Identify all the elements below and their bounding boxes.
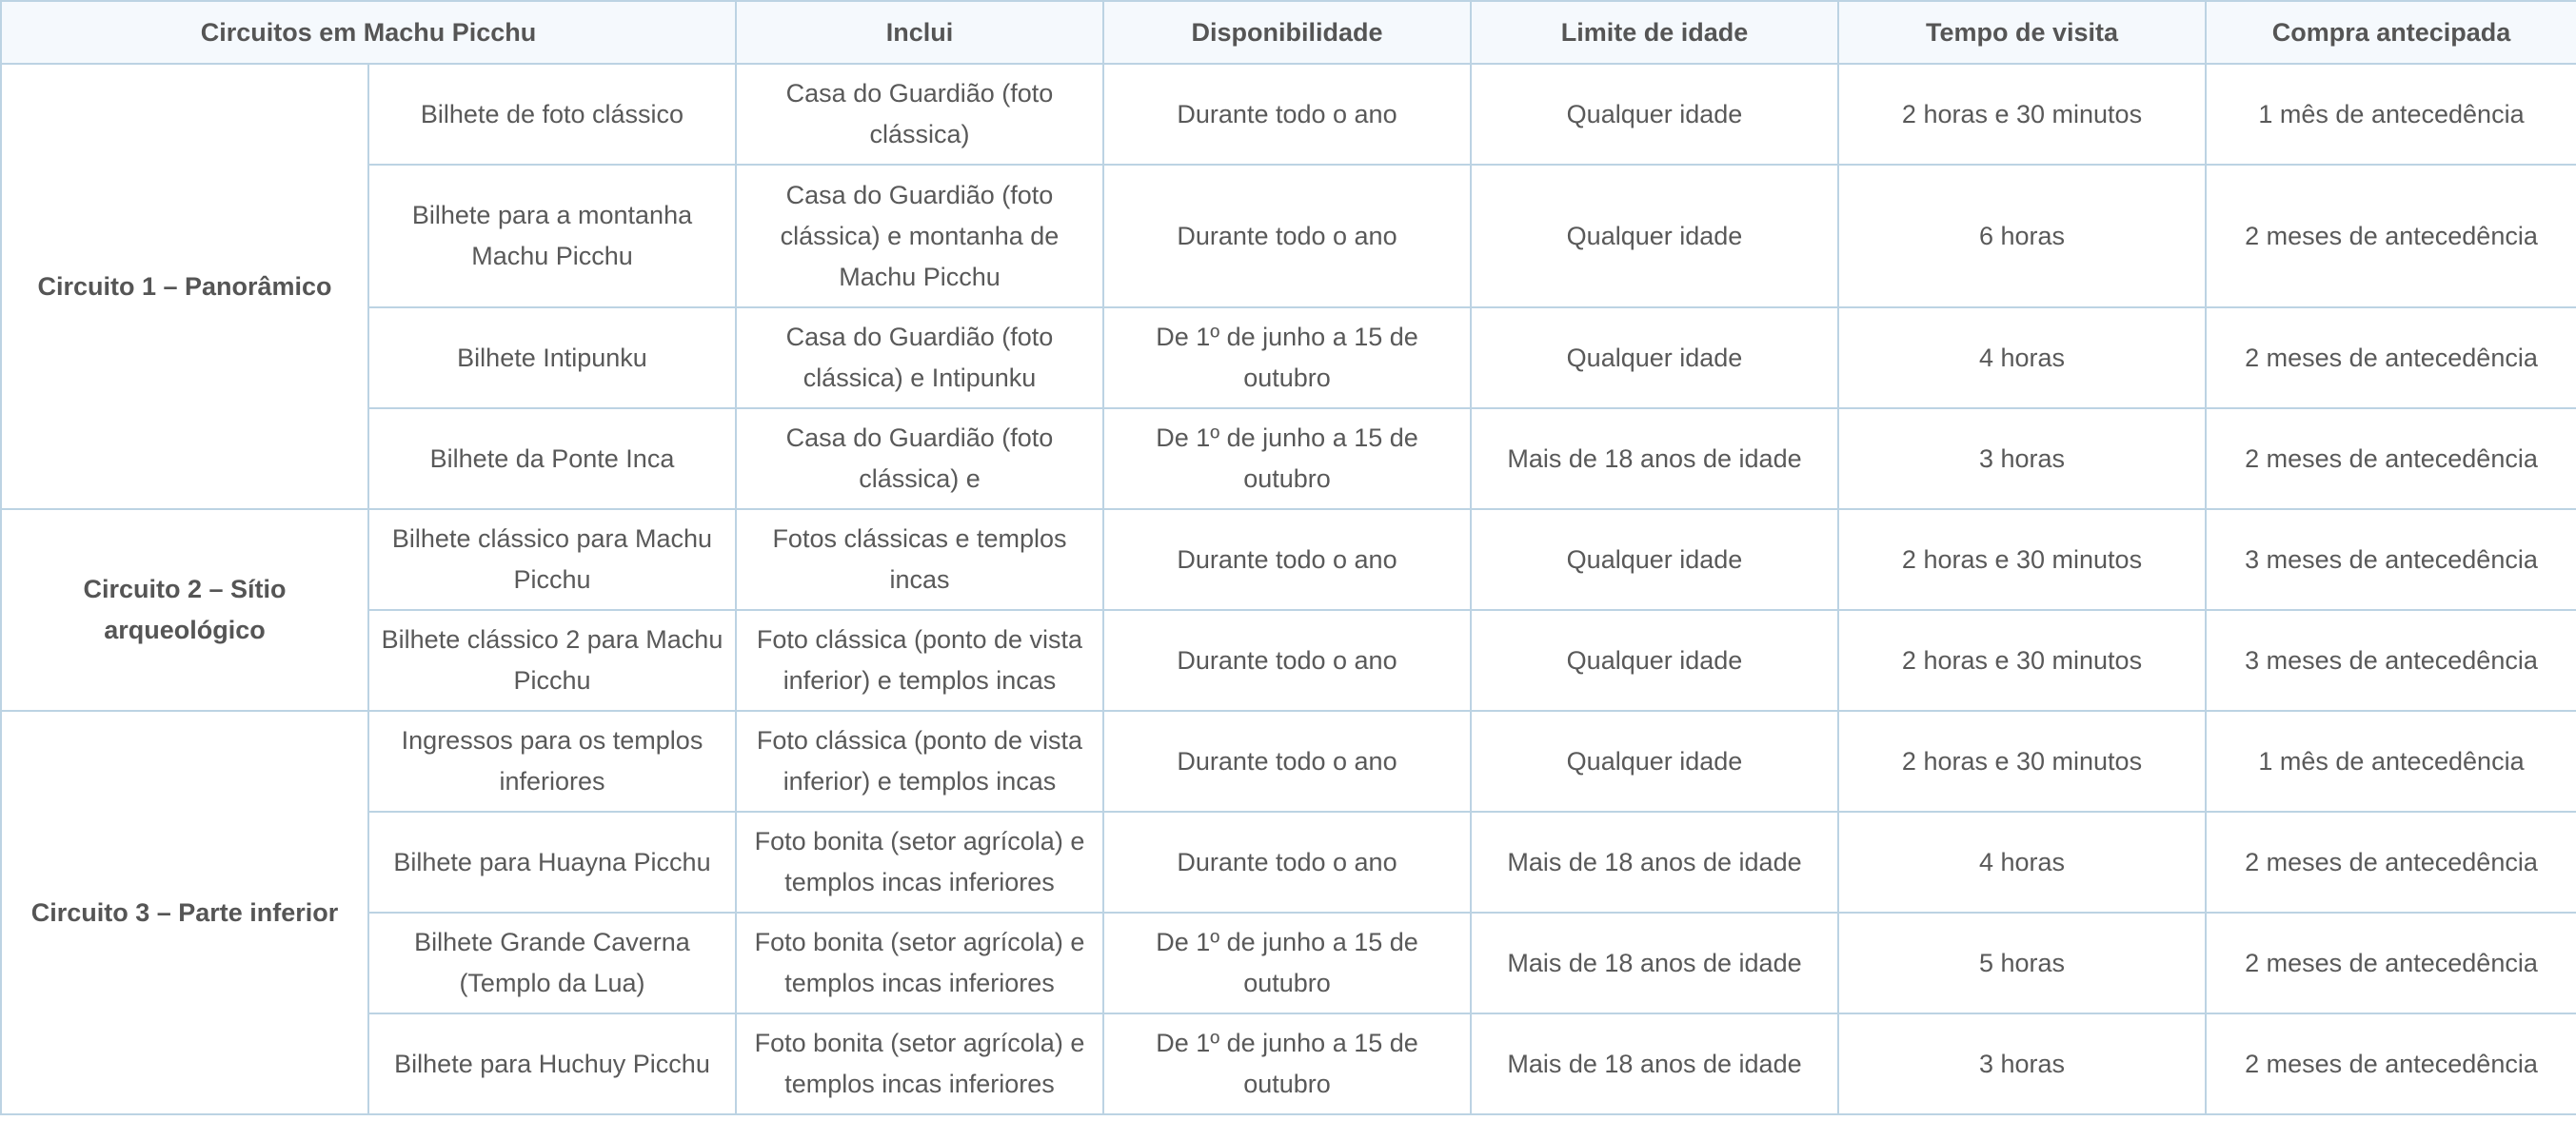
visit-time-cell: 2 horas e 30 minutos (1838, 64, 2206, 165)
circuit-group-cell: Circuito 2 – Sítio arqueológico (1, 509, 368, 711)
age-limit-cell: Qualquer idade (1471, 610, 1838, 711)
visit-time-cell: 3 horas (1838, 408, 2206, 509)
ticket-cell: Bilhete para Huayna Picchu (368, 812, 736, 913)
advance-purchase-cell: 2 meses de antecedência (2206, 812, 2576, 913)
table-row (1, 610, 2576, 711)
ticket-cell: Bilhete clássico para Machu Picchu (368, 509, 736, 610)
table-row (1, 812, 2576, 913)
includes-cell: Foto bonita (setor agrícola) e templos incas inferiores (736, 812, 1103, 913)
header-availability: Disponibilidade (1103, 1, 1471, 64)
header-circuits: Circuitos em Machu Picchu (1, 1, 736, 64)
includes-cell: Fotos clássicas e templos incas (736, 509, 1103, 610)
advance-purchase-cell: 1 mês de antecedência (2206, 64, 2576, 165)
includes-cell: Foto clássica (ponto de vista inferior) e templos incas (736, 610, 1103, 711)
advance-purchase-cell: 2 meses de antecedência (2206, 913, 2576, 1013)
header-advance-purchase: Compra antecipada (2206, 1, 2576, 64)
table-row (1, 509, 2576, 610)
table-header-row (1, 1, 2576, 64)
visit-time-cell: 5 horas (1838, 913, 2206, 1013)
includes-cell: Foto bonita (setor agrícola) e templos incas inferiores (736, 913, 1103, 1013)
table-row (1, 408, 2576, 509)
advance-purchase-cell: 3 meses de antecedência (2206, 610, 2576, 711)
includes-cell: Casa do Guardião (foto clássica) e Intipunku (736, 307, 1103, 408)
includes-cell: Casa do Guardião (foto clássica) e montanha de Machu Picchu (736, 165, 1103, 307)
header-visit-time: Tempo de visita (1838, 1, 2206, 64)
ticket-cell: Bilhete Grande Caverna (Templo da Lua) (368, 913, 736, 1013)
table-row (1, 64, 2576, 165)
ticket-cell: Bilhete Intipunku (368, 307, 736, 408)
advance-purchase-cell: 2 meses de antecedência (2206, 165, 2576, 307)
availability-cell: Durante todo o ano (1103, 711, 1471, 812)
advance-purchase-cell: 2 meses de antecedência (2206, 1013, 2576, 1114)
ticket-cell: Bilhete clássico 2 para Machu Picchu (368, 610, 736, 711)
availability-cell: Durante todo o ano (1103, 812, 1471, 913)
includes-cell: Foto clássica (ponto de vista inferior) e templos incas (736, 711, 1103, 812)
ticket-cell: Bilhete da Ponte Inca (368, 408, 736, 509)
ticket-cell: Bilhete para a montanha Machu Picchu (368, 165, 736, 307)
advance-purchase-cell: 3 meses de antecedência (2206, 509, 2576, 610)
includes-cell: Foto bonita (setor agrícola) e templos incas inferiores (736, 1013, 1103, 1114)
ticket-cell: Bilhete para Huchuy Picchu (368, 1013, 736, 1114)
visit-time-cell: 6 horas (1838, 165, 2206, 307)
header-includes: Inclui (736, 1, 1103, 64)
age-limit-cell: Mais de 18 anos de idade (1471, 812, 1838, 913)
age-limit-cell: Mais de 18 anos de idade (1471, 913, 1838, 1013)
availability-cell: Durante todo o ano (1103, 610, 1471, 711)
visit-time-cell: 2 horas e 30 minutos (1838, 610, 2206, 711)
table-row (1, 711, 2576, 812)
visit-time-cell: 2 horas e 30 minutos (1838, 509, 2206, 610)
includes-cell: Casa do Guardião (foto clássica) e (736, 408, 1103, 509)
availability-cell: De 1º de junho a 15 de outubro (1103, 408, 1471, 509)
table-row (1, 165, 2576, 307)
advance-purchase-cell: 1 mês de antecedência (2206, 711, 2576, 812)
availability-cell: Durante todo o ano (1103, 509, 1471, 610)
includes-cell: Casa do Guardião (foto clássica) (736, 64, 1103, 165)
visit-time-cell: 2 horas e 30 minutos (1838, 711, 2206, 812)
ticket-cell: Ingressos para os templos inferiores (368, 711, 736, 812)
table-row (1, 913, 2576, 1013)
visit-time-cell: 4 horas (1838, 307, 2206, 408)
age-limit-cell: Qualquer idade (1471, 509, 1838, 610)
availability-cell: De 1º de junho a 15 de outubro (1103, 1013, 1471, 1114)
age-limit-cell: Mais de 18 anos de idade (1471, 408, 1838, 509)
advance-purchase-cell: 2 meses de antecedência (2206, 307, 2576, 408)
availability-cell: De 1º de junho a 15 de outubro (1103, 913, 1471, 1013)
circuit-group-cell: Circuito 3 – Parte inferior (1, 711, 368, 1114)
availability-cell: De 1º de junho a 15 de outubro (1103, 307, 1471, 408)
age-limit-cell: Mais de 18 anos de idade (1471, 1013, 1838, 1114)
visit-time-cell: 4 horas (1838, 812, 2206, 913)
advance-purchase-cell: 2 meses de antecedência (2206, 408, 2576, 509)
age-limit-cell: Qualquer idade (1471, 64, 1838, 165)
circuit-group-cell: Circuito 1 – Panorâmico (1, 64, 368, 509)
age-limit-cell: Qualquer idade (1471, 307, 1838, 408)
availability-cell: Durante todo o ano (1103, 64, 1471, 165)
availability-cell: Durante todo o ano (1103, 165, 1471, 307)
visit-time-cell: 3 horas (1838, 1013, 2206, 1114)
ticket-cell: Bilhete de foto clássico (368, 64, 736, 165)
age-limit-cell: Qualquer idade (1471, 711, 1838, 812)
table-row (1, 307, 2576, 408)
header-age-limit: Limite de idade (1471, 1, 1838, 64)
age-limit-cell: Qualquer idade (1471, 165, 1838, 307)
table-row (1, 1013, 2576, 1114)
